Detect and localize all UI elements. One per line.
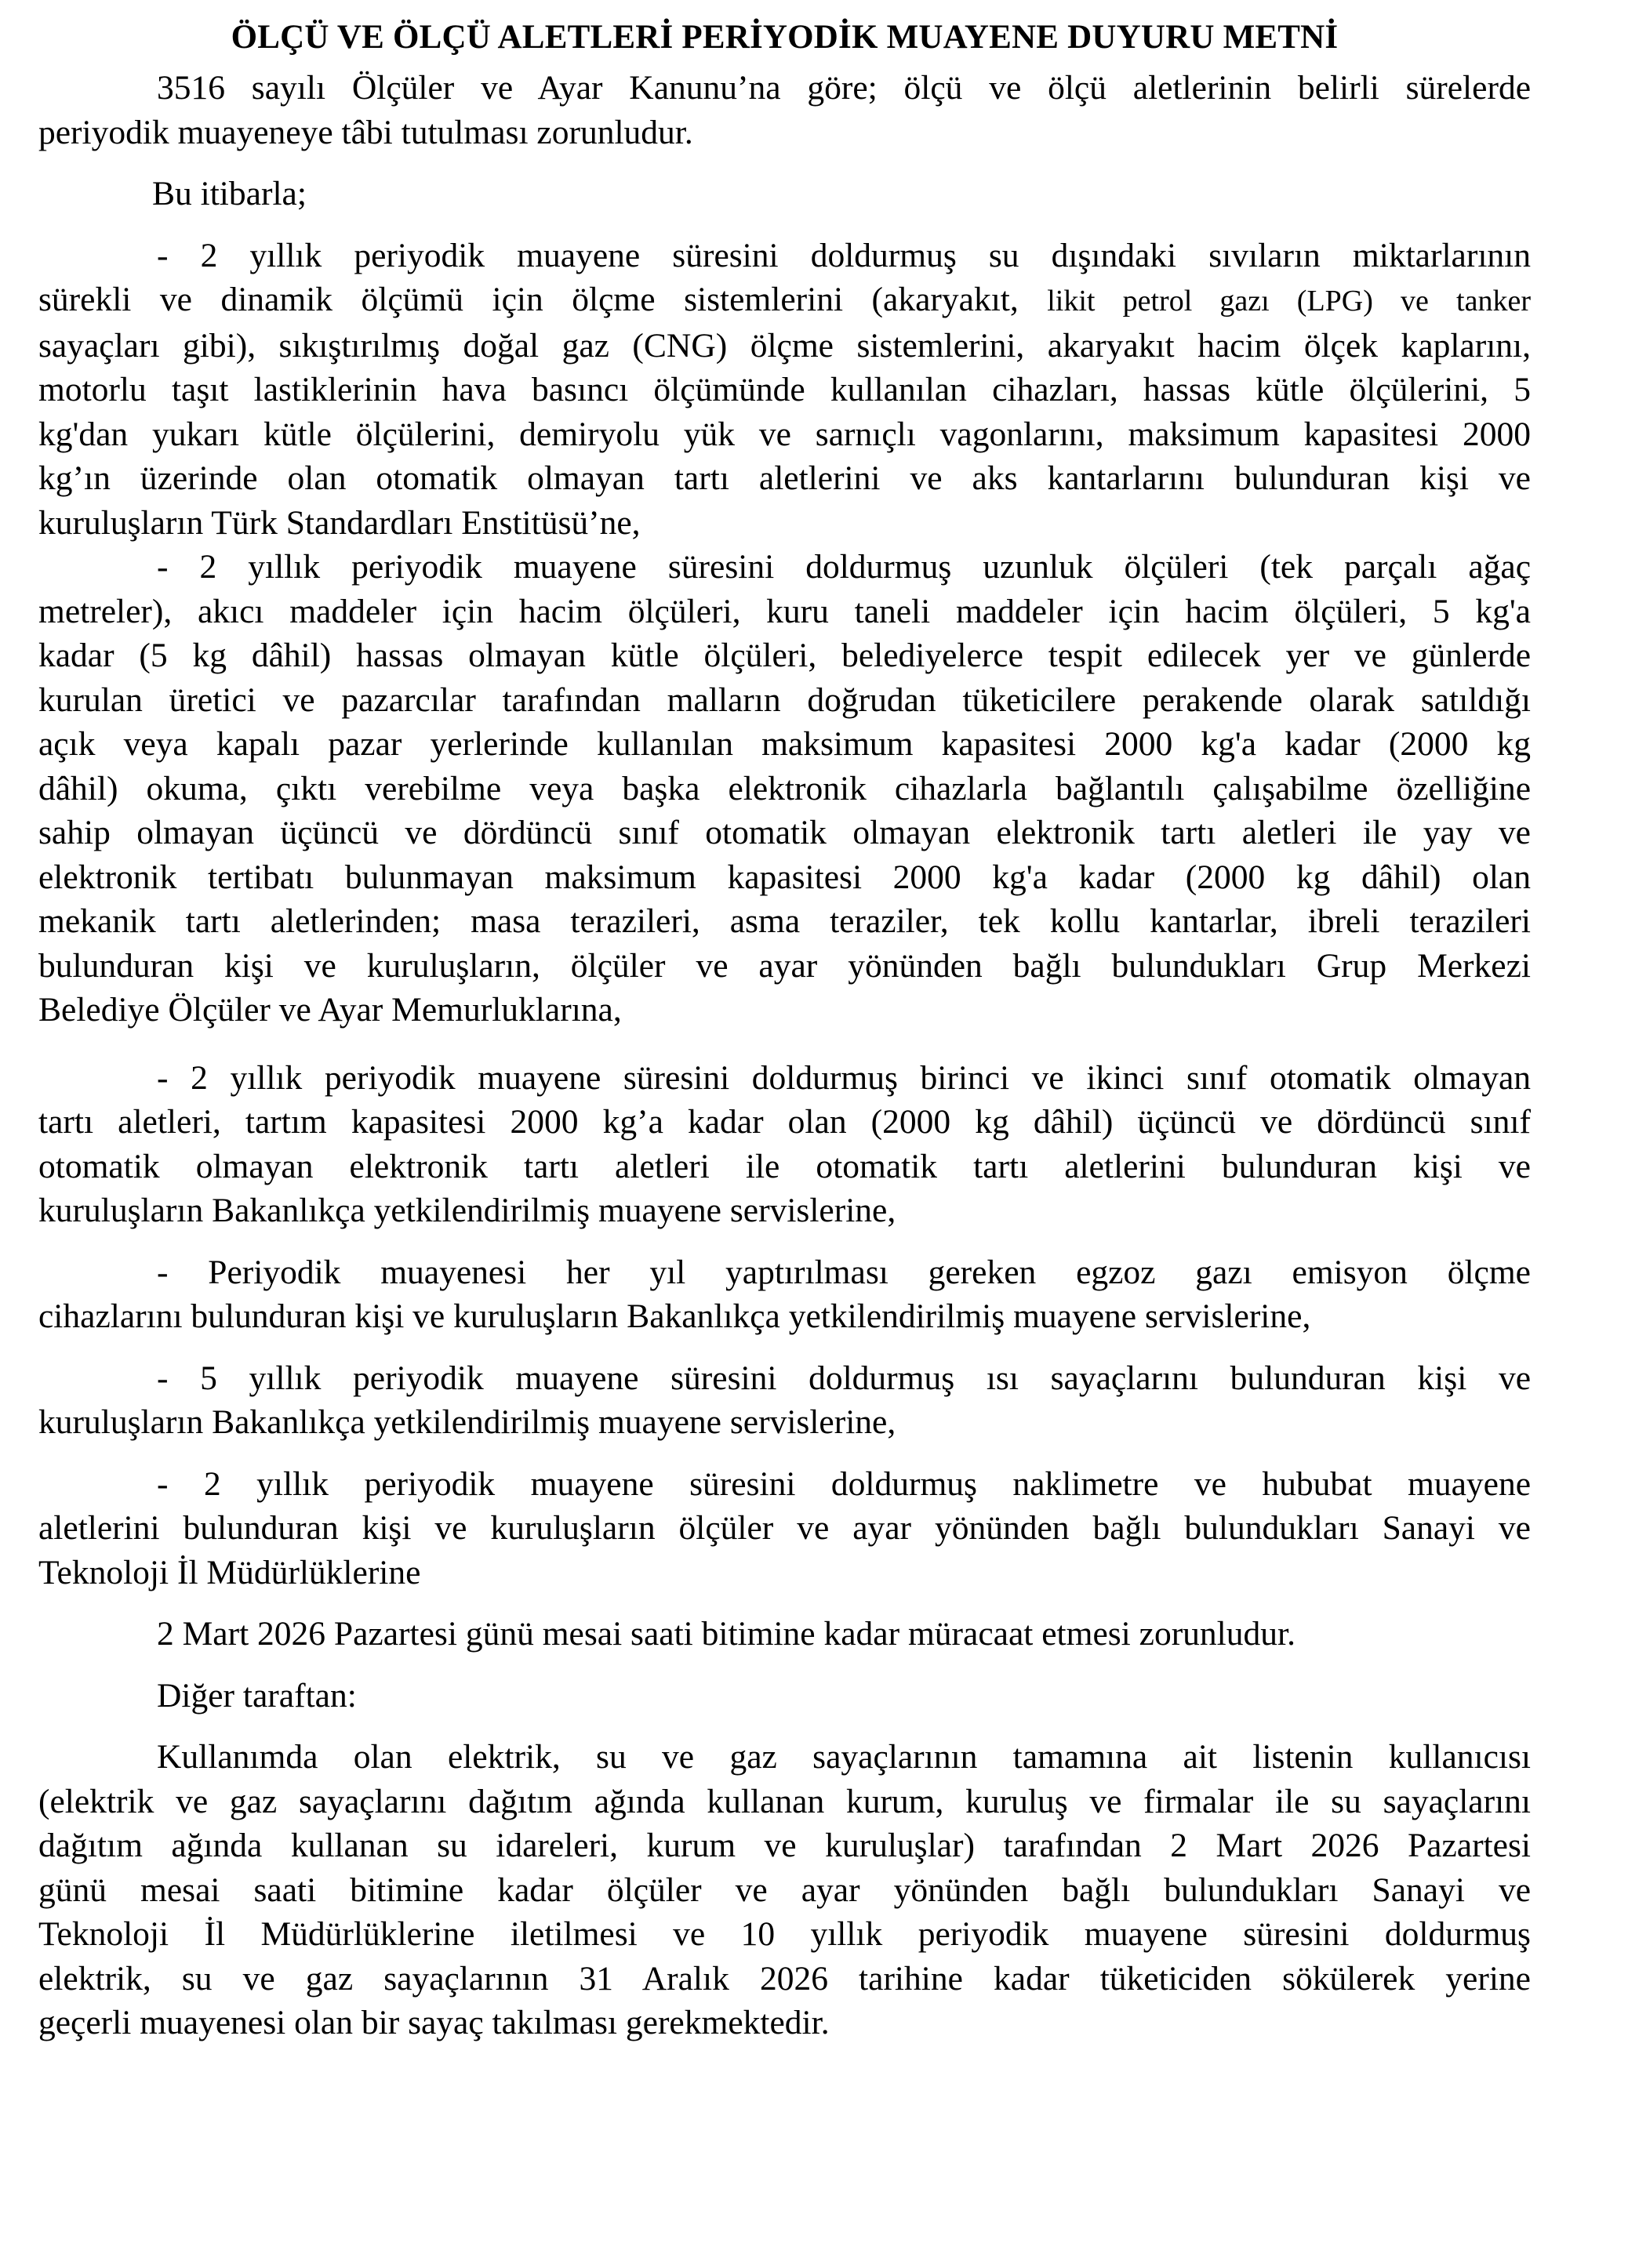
list-item-nawi (38, 1056, 1531, 1233)
final-line: Kullanımda olan elektrik, su ve gaz sayaçlarının tamamına ait listenin kullanıcısı (157, 1738, 1531, 1776)
list-item-line: kg'dan yukarı kütle ölçülerini, demiryolu yük ve sarnıçlı vagonlarını, maksimum kapasitesi 2000 (38, 415, 1531, 453)
list-item-line: cihazlarını bulunduran kişi ve kuruluşların Bakanlıkça yetkilendirilmiş muayene servislerine, (38, 1297, 1311, 1335)
list-item-line: aletlerini bulunduran kişi ve kuruluşların ölçüler ve ayar yönünden bağlı bulundukları Sanayi ve (38, 1509, 1531, 1547)
list-item-line: - 2 yıllık periyodik muayene süresini doldurmuş birinci ve ikinci sınıf otomatik olmayan (157, 1058, 1531, 1097)
final-line: geçerli muayenesi olan bir sayaç takılması gerekmektedir. (38, 2004, 830, 2041)
intro-line: 3516 sayılı Ölçüler ve Ayar Kanunu’na göre; ölçü ve ölçü aletlerinin belirli sürelerde (157, 69, 1531, 107)
list-item-line: kadar (5 kg dâhil) hassas olmayan kütle ölçüleri, belediyelerce tespit edilecek yer ve günlerde (38, 637, 1531, 674)
list-item-egzoz (38, 1250, 1531, 1339)
list-item-line: - 2 yıllık periyodik muayene süresini doldurmuş naklimetre ve hububat muayene (157, 1464, 1531, 1503)
document-title: ÖLÇÜ VE ÖLÇÜ ALETLERİ PERİYODİK MUAYENE DUYURU METNİ (231, 19, 1339, 56)
list-item-line: bulunduran kişi ve kuruluşların, ölçüler ve ayar yönünden bağlı bulundukları Grup Merkezi (38, 946, 1531, 985)
deadline-text: 2 Mart 2026 Pazartesi günü mesai saati bitimine kadar müracaat etmesi zorunludur. (157, 1615, 1295, 1653)
list-item-line: kg’ın üzerinde olan otomatik olmayan tartı aletlerini ve aks kantarlarını bulunduran kişi ve (38, 459, 1531, 497)
final-line: (elektrik ve gaz sayaçlarını dağıtım ağında kullanan kurum, kuruluş ve firmalar ile su sayaçlarını (38, 1782, 1531, 1820)
list-item-line: kurulan üretici ve pazarcılar tarafından malların doğrudan tüketicilere perakende olarak satıldığı (38, 680, 1531, 719)
lpg-small-text: likit petrol gazı (LPG) ve tanker (1047, 285, 1531, 318)
document-page (38, 17, 1531, 2045)
bu-itibarla-text: Bu itibarla; (152, 175, 307, 212)
final-line: elektrik, su ve gaz sayaçlarının 31 Aralık 2026 tarihine kadar tüketiciden sökülerek yerine (38, 1959, 1531, 1998)
diger-taraftan-paragraph (38, 1674, 1531, 1718)
list-item-line: - 2 yıllık periyodik muayene süresini doldurmuş uzunluk ölçüleri (tek parçalı ağaç (157, 548, 1531, 586)
list-item-line: tartı aletleri, tartım kapasitesi 2000 kg’a kadar olan (2000 kg dâhil) üçüncü ve dördüncü sınıf (38, 1103, 1531, 1141)
list-item-line: - 5 yıllık periyodik muayene süresini doldurmuş ısı sayaçlarını bulunduran kişi ve (157, 1359, 1531, 1397)
list-item-line: Belediye Ölçüler ve Ayar Memurluklarına, (38, 991, 622, 1029)
list-item-line: otomatik olmayan elektronik tartı aletleri ile otomatik tartı aletlerini bulunduran kişi ve (38, 1147, 1531, 1185)
final-line: Teknoloji İl Müdürlüklerine iletilmesi ve 10 yıllık periyodik muayene süresini doldurmuş (38, 1915, 1531, 1953)
bu-itibarla-paragraph (38, 172, 1531, 216)
list-item-line: kuruluşların Bakanlıkça yetkilendirilmiş muayene servislerine, (38, 1192, 896, 1229)
list-item-line: kuruluşların Türk Standardları Enstitüsü’ne, (38, 503, 641, 542)
final-line: dağıtım ağında kullanan su idareleri, kurum ve kuruluşlar) tarafından 2 Mart 2026 Pazartesi (38, 1827, 1531, 1864)
list-item-belediye (38, 545, 1531, 1032)
list-item-line: elektronik tertibatı bulunmayan maksimum kapasitesi 2000 kg'a kadar (2000 kg dâhil) olan (38, 858, 1531, 896)
list-item-line: mekanik tartı aletlerinden; masa terazileri, asma teraziler, tek kollu kantarlar, ibreli terazileri (38, 902, 1531, 940)
list-item-isi-sayac (38, 1356, 1531, 1445)
list-item-line: Teknoloji İl Müdürlüklerine (38, 1553, 421, 1591)
list-item-line: açık veya kapalı pazar yerlerinde kullanılan maksimum kapasitesi 2000 kg'a kadar (2000 kg (38, 725, 1531, 763)
list-item-line: sayaçları gibi), sıkıştırılmış doğal gaz (CNG) ölçme sistemlerini, akaryakıt hacim ölçek kaplarını, (38, 326, 1531, 365)
intro-paragraph (38, 66, 1531, 154)
list-item-line: sahip olmayan üçüncü ve dördüncü sınıf otomatik olmayan elektronik tartı aletleri ile yay ve (38, 814, 1531, 851)
list-item-line (38, 278, 1531, 324)
list-item-line: dâhil) okuma, çıktı verebilme veya başka elektronik cihazlarla bağlantılı çalışabilme özelliğine (38, 769, 1531, 807)
list-item-line: - Periyodik muayenesi her yıl yaptırılması gereken egzoz gazı emisyon ölçme (157, 1253, 1531, 1291)
list-item-line: metreler), akıcı maddeler için hacim ölçüleri, kuru taneli maddeler için hacim ölçüleri, 5 kg'a (38, 592, 1531, 630)
list-item-line: motorlu taşıt lastiklerinin hava basıncı ölçümünde kullanılan cihazları, hassas kütle ölçülerini, 5 (38, 371, 1531, 408)
deadline-paragraph (38, 1612, 1531, 1657)
diger-taraftan-text: Diğer taraftan: (157, 1676, 357, 1715)
intro-line: periyodik muayeneye tâbi tutulması zorunludur. (38, 113, 693, 151)
list-item-line: kuruluşların Bakanlıkça yetkilendirilmiş muayene servislerine, (38, 1403, 896, 1441)
line-segment: sürekli ve dinamik ölçümü için ölçme sistemlerini (akaryakıt, (38, 281, 1048, 318)
list-item-tse (38, 234, 1531, 546)
list-item-naklimetre (38, 1462, 1531, 1595)
list-item-line: - 2 yıllık periyodik muayene süresini doldurmuş su dışındaki sıvıların miktarlarının (157, 236, 1531, 274)
final-paragraph (38, 1735, 1531, 2045)
final-line: günü mesai saati bitimine kadar ölçüler ve ayar yönünden bağlı bulundukları Sanayi ve (38, 1871, 1531, 1909)
